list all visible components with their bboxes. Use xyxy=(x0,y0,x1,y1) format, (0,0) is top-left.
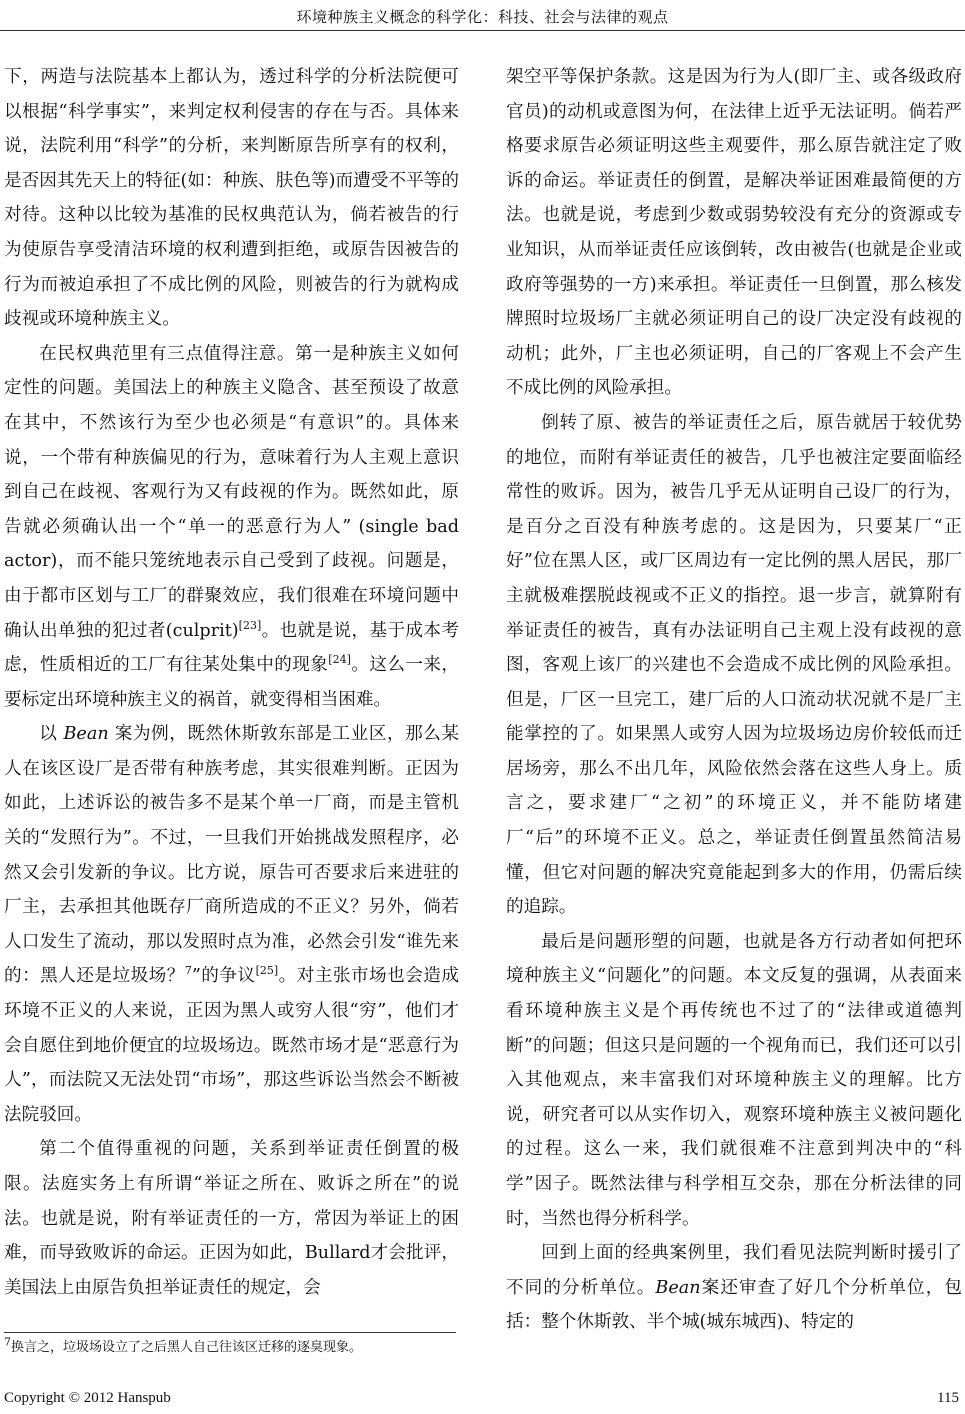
paragraph-text: ”的争议 xyxy=(191,966,256,987)
paragraph-text: 。对主张市场也会造成环境不正义的人来说，正因为黑人或穷人很“穷”，他们才会自愿住到地价便宜的垃圾场边。既然市场才是“恶意行为人”，而法院又无法处罚“市场”，那这些诉讼当然会不断被法院驳回。 xyxy=(4,966,459,1125)
paragraph: 最后是问题形塑的问题，也就是各方行动者如何把环境种族主义“问题化”的问题。本文反复的强调，从表面来看环境种族主义是个再传统也不过了的“法律或道德判断”的问题；但这只是问题的一个视角而已，我们还可以引入其他观点，来丰富我们对环境种族主义的理解。比方说，研究者可以从实作切入，观察环境种族主义被问题化的过程。这么一来，我们就很难不注意到判决中的“科学”因子。既然法律与科学相互交杂，那在分析法律的同时，当然也得分析科学。 xyxy=(506,931,962,1229)
case-name: Bean xyxy=(655,1277,701,1298)
paragraph-text: 回到上面的经典案例里，我们看见法院判断时援引了不同的分析单位。 xyxy=(506,1243,962,1298)
footnote xyxy=(4,1335,459,1357)
right-column xyxy=(506,60,962,1340)
paragraph-text: 以 xyxy=(39,724,64,745)
paragraph-text: 。这么一来，要标定出环境种族主义的祸首，就变得相当困难。 xyxy=(4,655,459,710)
paragraph: 第二个值得重视的问题，关系到举证责任倒置的极限。法庭实务上有所谓“举证之所在、败诉之所在”的说法。也就是说，附有举证责任的一方，常因为举证上的困难，而导致败诉的命运。正因为如此，Bullard才会批评，美国法上由原告负担举证责任的规定，会 xyxy=(4,1139,459,1298)
paragraph-text: 。也就是说，基于成本考虑，性质相近的工厂有往某处集中的现象 xyxy=(4,620,459,676)
footnote-marker: 7 xyxy=(4,1335,11,1349)
footnote-marker: 7 xyxy=(184,964,192,978)
paragraph xyxy=(4,717,459,1132)
footnote-text: 换言之，垃圾场设立了之后黑人自己往该区迁移的逐臭现象。 xyxy=(11,1340,363,1355)
copyright-notice: Copyright © 2012 Hanspub xyxy=(4,1390,171,1406)
paragraph-text: 在民权典范里有三点值得注意。第一是种族主义如何定性的问题。美国法上的种族主义隐含、甚至预设了故意在其中，不然该行为至少也必须是“有意识”的。具体来说，一个带有种族偏见的行为，意味着行为人主观上意识到自己在歧视、客观行为又有歧视的作为。既然如此，原告就必须确认出一个“单一的恶意行为人” (single bad actor)，而不能只笼统地表示自己受到了歧视。问题是，由于都市区划与工厂的群聚效应，我们很难在环境问题中确认出单独的犯过者(culprit) xyxy=(4,343,459,641)
paragraph: 下，两造与法院基本上都认为，透过科学的分析法院便可以根据“科学事实”，来判定权利侵害的存在与否。具体来说，法院利用“科学”的分析，来判断原告所享有的权利，是否因其先天上的特征(如：种族、肤色等)而遭受不平等的对待。这种以比较为基准的民权典范认为，倘若被告的行为使原告享受清洁环境的权利遭到拒绝，或原告因被告的行为而被迫承担了不成比例的风险，则被告的行为就构成歧视或环境种族主义。 xyxy=(4,67,459,330)
left-column xyxy=(4,60,459,1305)
citation-ref: [24] xyxy=(328,653,351,667)
footnote-divider xyxy=(4,1332,456,1333)
page-number: 115 xyxy=(937,1390,959,1406)
citation-ref: [23] xyxy=(238,618,262,632)
case-name: Bean xyxy=(63,724,109,745)
paragraph xyxy=(506,1236,962,1340)
running-header: 环境种族主义概念的科学化：科技、社会与法律的观点 xyxy=(296,8,669,26)
paragraph: 倒转了原、被告的举证责任之后，原告就居于较优势的地位，而附有举证责任的被告，几乎也被注定要面临经常性的败诉。因为，被告几乎无从证明自己设厂的行为，是百分之百没有种族考虑的。这是因为，只要某厂“正好”位在黑人区，或厂区周边有一定比例的黑人居民，那厂主就极难摆脱歧视或不正义的指控。退一步言，就算附有举证责任的被告，真有办法证明自己主观上没有歧视的意图，客观上该厂的兴建也不会造成不成比例的风险承担。但是，厂区一旦完工，建厂后的人口流动状况就不是厂主能掌控的了。如果黑人或穷人因为垃圾场边房价较低而迁居场旁，那么不出几年，风险依然会落在这些人身上。质言之，要求建厂“之初”的环境正义，并不能防堵建厂“后”的环境不正义。总之，举证责任倒置虽然简洁易懂，但它对问题的解决究竟能起到多大的作用，仍需后续的追踪。 xyxy=(506,412,962,918)
citation-ref: [25] xyxy=(255,964,279,978)
paragraph xyxy=(4,337,459,718)
header-divider xyxy=(0,30,965,31)
paragraph-text: 案还审查了好几个分析单位，包括：整个休斯敦、半个城(城东城西)、特定的 xyxy=(506,1277,962,1333)
paragraph-text: 案为例，既然休斯敦东部是工业区，那么某人在该区设厂是否带有种族考虑，其实很难判断。正因为如此，上述诉讼的被告多不是某个单一厂商，而是主管机关的“发照行为”。不过，一旦我们开始挑战发照程序，必然又会引发新的争议。比方说，原告可否要求后来进驻的厂主，去承担其他既存厂商所造成的不正义？另外，倘若人口发生了流动，那以发照时点为准，必然会引发“谁先来的：黑人还是垃圾场？ xyxy=(4,724,459,987)
paragraph: 架空平等保护条款。这是因为行为人(即厂主、或各级政府官员)的动机或意图为何，在法律上近乎无法证明。倘若严格要求原告必须证明这些主观要件，那么原告就注定了败诉的命运。举证责任的倒置，是解决举证困难最简便的方法。也就是说，考虑到少数或弱势较没有充分的资源或专业知识，从而举证责任应该倒转，改由被告(也就是企业或政府等强势的一方)来承担。举证责任一旦倒置，那么核发牌照时垃圾场厂主就必须证明自己的设厂决定没有歧视的动机；此外，厂主也必须证明，自己的厂客观上不会产生不成比例的风险承担。 xyxy=(506,67,962,399)
